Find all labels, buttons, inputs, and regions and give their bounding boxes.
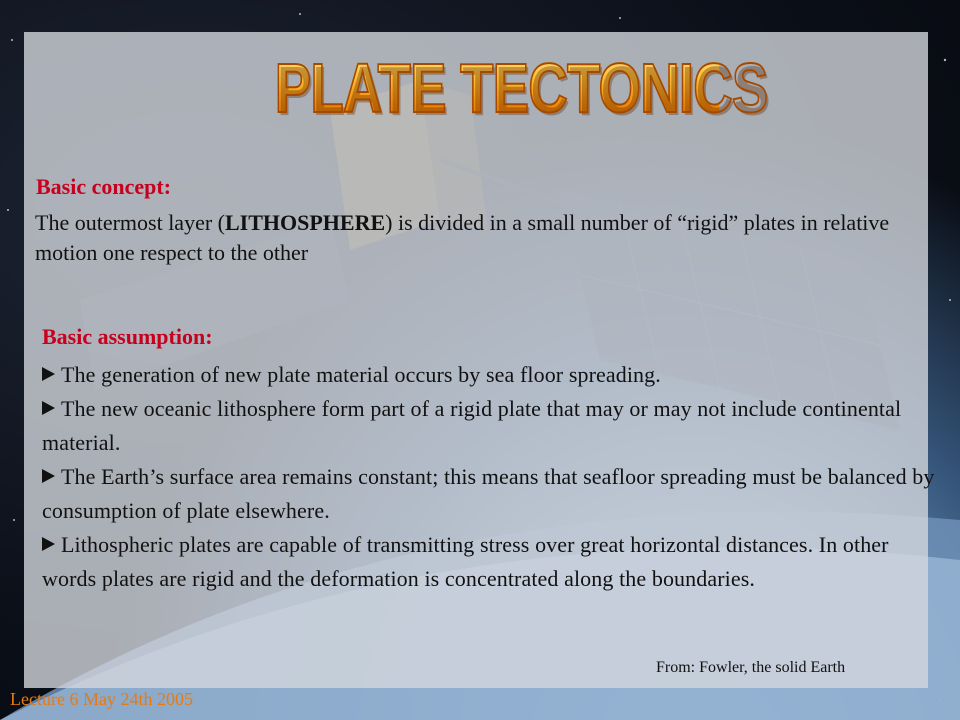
list-item (42, 392, 942, 460)
concept-text-after: ) is divided in a small number of “rigid” plates in relative motion one respect to the other (35, 210, 890, 265)
arrowhead-bullet-icon (42, 537, 55, 551)
concept-text-before: The outermost layer ( (35, 210, 225, 235)
arrowhead-bullet-icon (42, 367, 55, 381)
lecture-footer: Lecture 6 May 24th 2005 (10, 689, 193, 709)
source-citation: From: Fowler, the solid Earth (656, 659, 846, 676)
list-item-text: Lithospheric plates are capable of transmitting stress over great horizontal distances. In other words plates are rigid and the deformation is concentrated along the boundaries. (42, 532, 889, 591)
concept-text-lithosphere: LITHOSPHERE (225, 210, 386, 235)
list-item (42, 358, 942, 392)
list-item-text: The Earth’s surface area remains constant; this means that seafloor spreading must be balanced by consumption of plate elsewhere. (42, 464, 935, 523)
basic-assumption-heading: Basic assumption: (42, 324, 213, 349)
assumption-list (42, 358, 942, 596)
arrowhead-bullet-icon (42, 401, 55, 415)
slide-title: PLATE TECTONICS (274, 49, 768, 127)
basic-concept-text (35, 208, 905, 268)
list-item-text: The new oceanic lithosphere form part of a rigid plate that may or may not include continental material. (42, 396, 902, 455)
arrowhead-bullet-icon (42, 469, 55, 483)
list-item (42, 460, 942, 528)
basic-concept-heading: Basic concept: (36, 174, 172, 199)
list-item-text: The generation of new plate material occurs by sea floor spreading. (61, 362, 661, 387)
list-item (42, 528, 942, 596)
